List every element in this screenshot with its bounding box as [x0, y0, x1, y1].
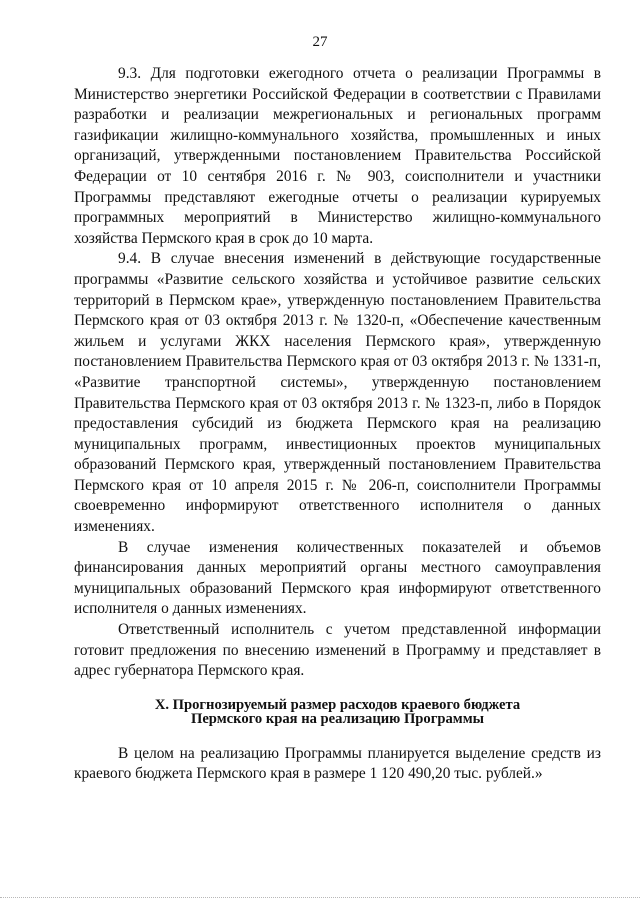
paragraph-responsible-executor: Ответственный исполнитель с учетом представленной информации готовит предложения по внесению изменений в Программу и представляет в адрес губернатора Пермского края. — [74, 621, 601, 680]
page-number: 27 — [312, 34, 328, 50]
paragraph-9-4: 9.4. В случае внесения изменений в действующие государственные программы «Развитие сельского хозяйства и устойчивое развитие сельских территорий в Пермском крае», утвержденную постановлением Правительства Пермского края от 03 октября 2013 г. № 1320-п, «Обеспечение качественным жильем и услугами ЖКХ населения Пермского края», утвержденную постановлением Правительства Пермского края от 03 октября 2013 г. № 1331-п, «Развитие транспортной системы», утвержденную постановлением Правительства Пермского края от 03 октября 2013 г. № 1323-п, либо в Порядок предоставления субсидий из бюджета Пермского края на реализацию муниципальных программ, инвестиционных проектов муниципальных образований Пермского края, утвержденный постановлением Правительства Пермского края от 10 апреля 2015 г. № 206-п, соисполнители Программы своевременно информируют ответственного исполнителя о данных изменениях. — [74, 250, 601, 536]
paragraph-9-3: 9.3. Для подготовки ежегодного отчета о реализации Программы в Министерство энергетики Российской Федерации в соответствии с Правилами разработки и реализации межрегиональных и региональных программ газификации жилищно-коммунального хозяйства, промышленных и иных организаций, утвержденными постановлением Правительства Российской Федерации от 10 сентября 2016 г. № 903, соисполнители и участники Программы представляют ежегодные отчеты о реализации курируемых программных мероприятий в Министерство жилищно-коммунального хозяйства Пермского края в срок до 10 марта. — [74, 65, 601, 247]
section-heading-line-1: X. Прогнозируемый размер расходов краевого бюджета — [154, 696, 521, 713]
paragraph-indicators-change: В случае изменения количественных показателей и объемов финансирования данных мероприятий органы местного самоуправления муниципальных образований Пермского края информируют ответственного исполнителя о данных изменениях. — [74, 538, 601, 618]
paragraph-budget-total: В целом на реализацию Программы планируется выделение средств из краевого бюджета Пермского края в размере 1 120 490,20 тыс. рублей.» — [74, 744, 601, 783]
section-heading — [74, 698, 601, 726]
section-heading-line-2: Пермского края на реализацию Программы — [190, 710, 485, 727]
document-body — [74, 64, 601, 785]
page-bottom-edge — [0, 897, 640, 902]
